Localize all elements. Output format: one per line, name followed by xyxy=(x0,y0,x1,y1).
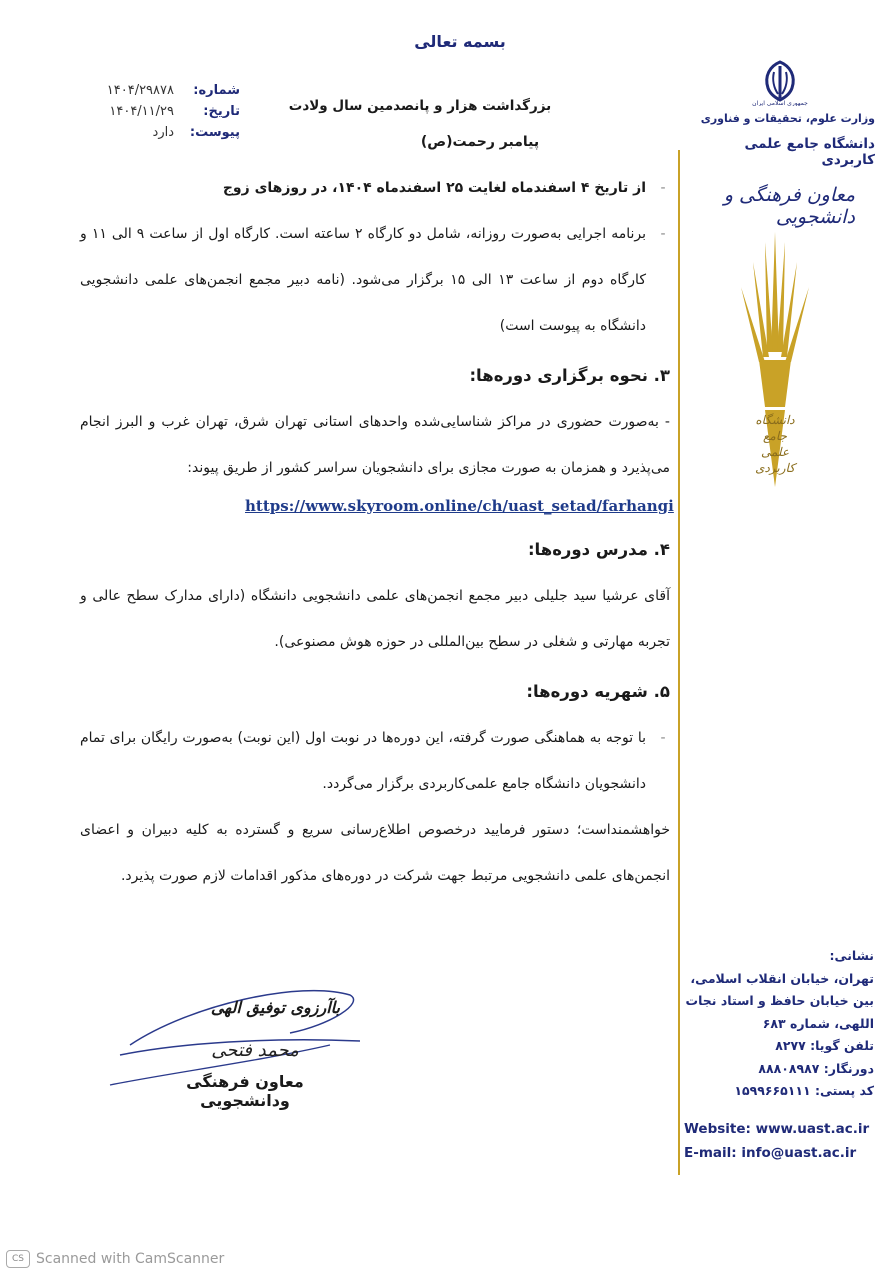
svg-text:جمهوری اسلامی ایران: جمهوری اسلامی ایران xyxy=(752,100,808,106)
section-title-fee: ۵. شهریه دوره‌ها: xyxy=(526,682,670,701)
schedule-details: برنامه اجرایی به‌صورت روزانه، شامل دو کارگاه ۲ ساعته است. کارگاه اول از ساعت ۹ الی ۱۱ و کارگاه دوم از ساعت ۱۳ الی ۱۵ برگزار می‌شود. (نامه دبیر مجمع انجمن‌های علمی دانشجویی دانشگاه به پیوست است) xyxy=(80,226,646,334)
meta-date xyxy=(80,101,240,122)
address-block xyxy=(684,945,874,1103)
meta-number-value: ۱۴۰۴/۲۹۸۷۸ xyxy=(106,83,174,98)
address-line: اللهی، شماره ۶۸۳ xyxy=(762,1015,874,1031)
email-link[interactable]: E-mail: info@uast.ac.ir xyxy=(684,1145,857,1161)
section-delivery-text: - به‌صورت حضوری در مراکز شناسایی‌شده واحدهای استانی تهران شرق، تهران غرب و البرز انجام می‌پذیرد و همزمان به صورت مجازی برای دانشجویان سراسر کشور از طریق پیوند: xyxy=(80,414,670,476)
phone-line: تلفن گویا: ۸۲۷۷ xyxy=(775,1038,874,1053)
logo-caption-line-1: دانشگاه جامع xyxy=(755,413,795,443)
letter-body xyxy=(80,165,674,899)
schedule-dates: از تاریخ ۴ اسفندماه لغایت ۲۵ اسفندماه ۱۴۰۴، در روزهای زوج xyxy=(222,180,646,196)
section-title-delivery: ۳. نحوه برگزاری دوره‌ها: xyxy=(469,366,670,385)
sidebar-divider xyxy=(678,150,680,1175)
iran-emblem-icon xyxy=(750,58,810,106)
letter-meta xyxy=(80,80,240,143)
camscanner-text: Scanned with CamScanner xyxy=(36,1251,225,1267)
closing-request: خواهشمنداست؛ دستور فرمایید درخصوص اطلاع‌رسانی سریع و گسترده به کلیه دبیران و اعضای انجمن‌های علمی دانشجویی مرتبط جهت شرکت در دوره‌های مذکور اقدامات لازم صورت پذیرد. xyxy=(80,822,670,884)
commemoration-line-1: بزرگداشت هزار و پانصدمین سال ولادت xyxy=(288,98,552,114)
fax-line: دورنگار: ۸۸۸۰۸۹۸۷ xyxy=(758,1060,874,1076)
meta-attachment-label: پیوست: xyxy=(189,125,240,140)
closing-phrase: باآرزوی توفیق الهی xyxy=(210,998,340,1017)
website-link[interactable]: Website: www.uast.ac.ir xyxy=(684,1121,870,1137)
logo-caption-line-2: علمی کاربردی xyxy=(755,445,795,475)
list-item xyxy=(80,211,670,349)
contact-block xyxy=(684,1117,874,1165)
signatory-name: محمد فتحی xyxy=(211,1040,299,1061)
university-name: دانشگاه جامع علمی کاربردی xyxy=(744,136,875,168)
camscanner-watermark xyxy=(6,1250,224,1268)
list-item xyxy=(80,715,670,807)
list-item xyxy=(80,165,670,211)
camscanner-icon: CS xyxy=(6,1250,30,1268)
bismillah-heading: بسمه تعالی xyxy=(414,32,506,51)
bullet-dash: - xyxy=(660,730,666,746)
skyroom-link[interactable]: https://www.skyroom.online/ch/uast_setad/farhangi xyxy=(245,497,674,515)
meta-date-label: تاریخ: xyxy=(203,104,240,119)
deputy-title: معاون فرهنگی و دانشجویی xyxy=(723,184,855,228)
meta-date-value: ۱۴۰۴/۱۱/۲۹ xyxy=(109,104,174,119)
university-logo-icon xyxy=(735,232,815,522)
postal-code-line: کد پستی: ۱۵۹۹۶۶۵۱۱۱ xyxy=(734,1083,874,1098)
address-title: نشانی: xyxy=(829,948,874,963)
section-title-instructor: ۴. مدرس دوره‌ها: xyxy=(527,540,670,559)
meta-number-label: شماره: xyxy=(193,83,240,98)
meta-attachment-value: دارد xyxy=(152,125,174,140)
meta-number xyxy=(80,80,240,101)
section-instructor-text: آقای عرشیا سید جلیلی دبیر مجمع انجمن‌های علمی دانشجویی دانشگاه (دارای مدارک سطح عالی و تجربه مهارتی و شغلی در سطح بین‌المللی در حوزه هوش مصنوعی). xyxy=(80,588,670,650)
signatory-role: معاون فرهنگی ودانشجویی xyxy=(186,1072,304,1110)
section-fee-text: با توجه به هماهنگی صورت گرفته، این دوره‌ها در نوبت اول (این نوبت) به‌صورت رایگان برای تمام دانشجویان دانشگاه جامع علمی‌کاربردی برگزار می‌گردد. xyxy=(80,730,646,792)
address-line: تهران، خیابان انقلاب اسلامی، xyxy=(690,970,874,986)
meta-attachment xyxy=(80,122,240,143)
bullet-dash: - xyxy=(660,226,666,242)
university-logo-caption xyxy=(745,412,805,476)
commemoration-line-2: پیامبر رحمت(ص) xyxy=(420,134,540,150)
bullet-dash: - xyxy=(660,180,666,196)
ministry-name: وزارت علوم، تحقیقات و فناوری xyxy=(700,112,875,125)
address-line: بین خیابان حافظ و استاد نجات xyxy=(685,993,874,1008)
